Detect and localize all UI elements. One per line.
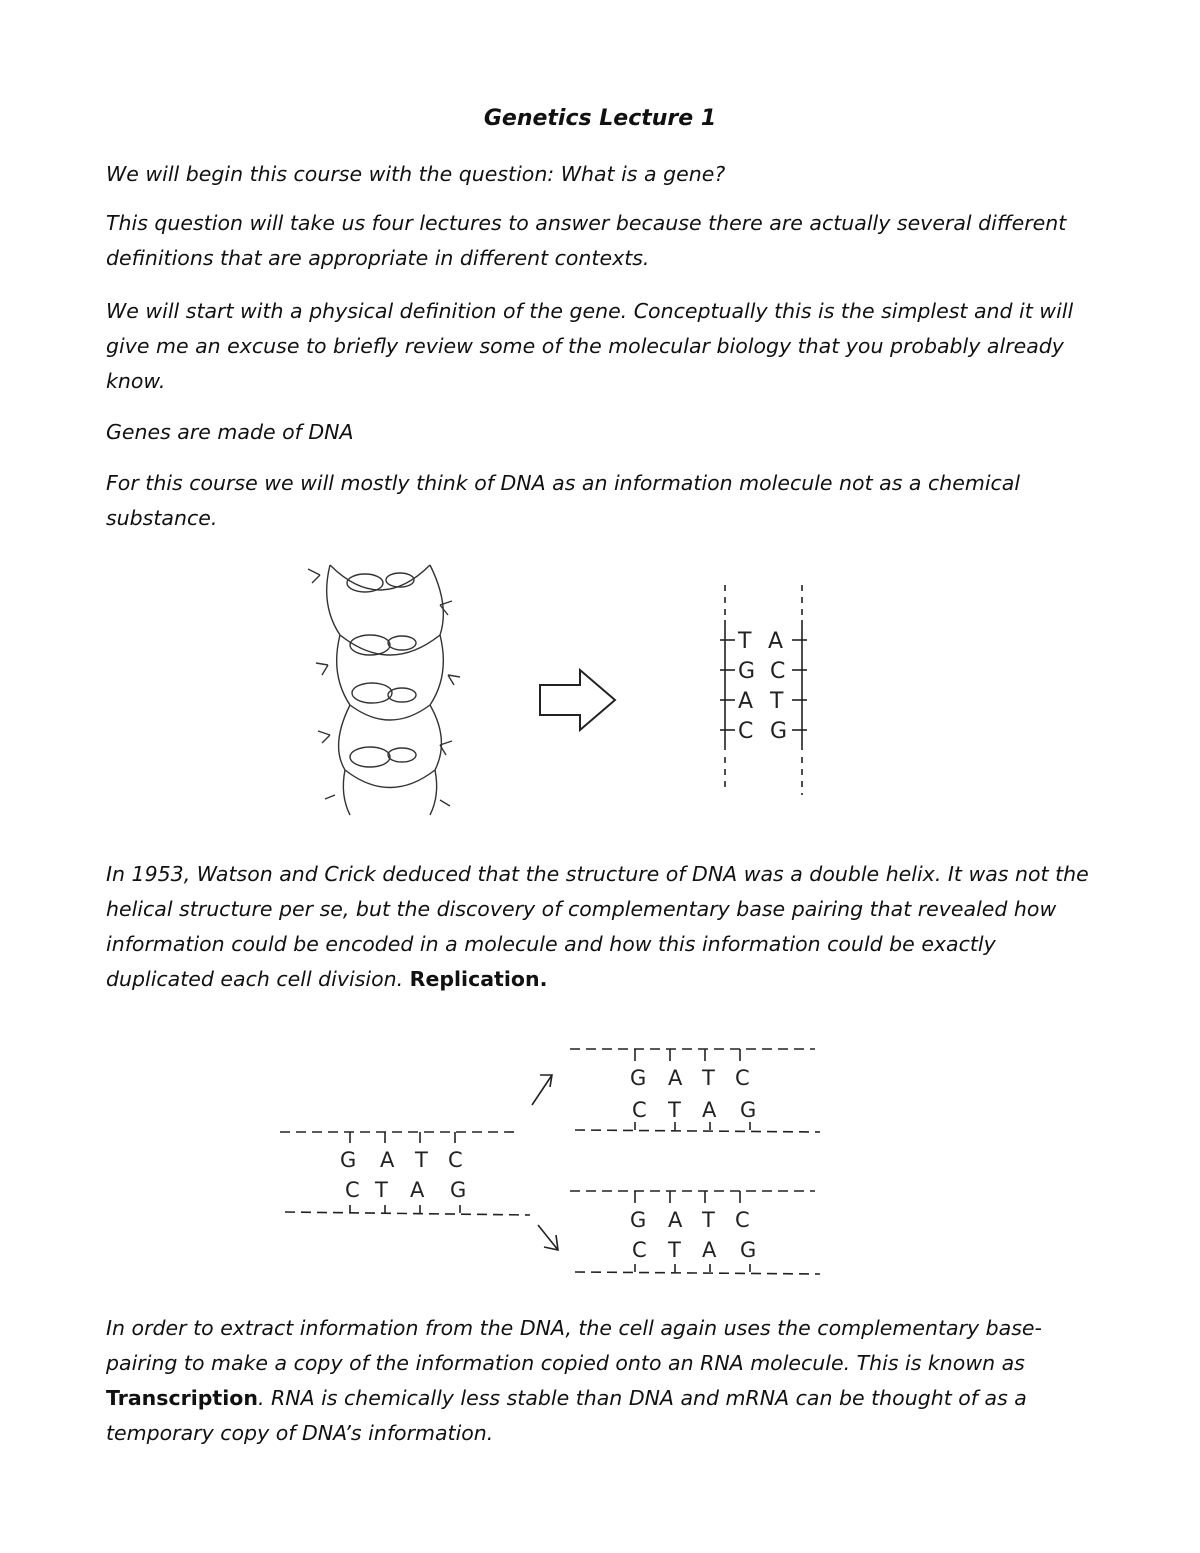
daughter1-top-base-4: C — [735, 1066, 750, 1090]
parent-bottom-base-1: C — [345, 1178, 360, 1202]
daughter1-bottom-base-3: A — [702, 1098, 717, 1122]
pair-2-right: C — [770, 659, 786, 684]
pair-3-left: A — [738, 689, 754, 714]
paragraph-6-text: In 1953, Watson and Crick deduced that the structure of DNA was a double helix. It was not the helical structure per se, but the discovery of complementary base pairing that revealed how information could be encoded in a molecule and how this information could be exactly duplicated each cell division. — [106, 862, 1089, 991]
parent-bottom-base-3: A — [410, 1178, 425, 1202]
daughter2-top-base-3: T — [702, 1208, 715, 1232]
daughter2-top-base-4: C — [735, 1208, 750, 1232]
parent-bottom-base-4: G — [450, 1178, 467, 1202]
daughter1-top-base-3: T — [702, 1066, 715, 1090]
paragraph-2: This question will take us four lectures to answer because there are actually several different definitions that are appropriate in different contexts. — [106, 211, 1067, 270]
daughter1-bottom-base-4: G — [740, 1098, 757, 1122]
replication-figure — [270, 1035, 850, 1285]
daughter1-top-base-1: G — [630, 1066, 647, 1090]
paragraph-3: We will start with a physical definition of the gene. Conceptually this is the simplest and it will give me an excuse to briefly review some of the molecular biology that you probably already know. — [106, 299, 1074, 393]
base-pair-schematic — [720, 585, 807, 795]
daughter2-bottom-base-3: A — [702, 1238, 717, 1262]
pair-3-right: T — [770, 689, 784, 714]
daughter1-top-base-2: A — [668, 1066, 683, 1090]
parent-top-base-4: C — [448, 1148, 463, 1172]
daughter2-bottom-base-1: C — [632, 1238, 647, 1262]
daughter1-bottom-base-2: T — [668, 1098, 681, 1122]
paragraph-6 — [106, 857, 1106, 997]
page-title: Genetics Lecture 1 — [483, 106, 717, 131]
helix-drawing — [308, 565, 460, 815]
pair-1-left: T — [738, 629, 752, 654]
pair-2-left: G — [738, 659, 756, 684]
paragraph-4: Genes are made of DNA — [106, 420, 354, 444]
pair-4-left: C — [738, 719, 754, 744]
daughter1-bottom-base-1: C — [632, 1098, 647, 1122]
paragraph-7 — [106, 1311, 1106, 1451]
pair-1-right: A — [768, 629, 784, 654]
replication-term: Replication. — [409, 967, 548, 991]
paragraph-7-text-a: In order to extract information from the DNA, the cell again uses the complementary base-pairing to make a copy of the information copied onto an RNA molecule. This is known as — [106, 1316, 1042, 1375]
daughter2-top-base-1: G — [630, 1208, 647, 1232]
daughter2-top-base-2: A — [668, 1208, 683, 1232]
down-arrow-icon — [538, 1225, 558, 1250]
up-arrow-icon — [532, 1075, 552, 1105]
daughter2-bottom-base-4: G — [740, 1238, 757, 1262]
paragraph-5: For this course we will mostly think of DNA as an information molecule not as a chemical substance. — [106, 471, 1021, 530]
paragraph-1: We will begin this course with the question: What is a gene? — [106, 162, 726, 186]
parent-top-base-1: G — [340, 1148, 357, 1172]
parent-top-base-2: A — [380, 1148, 395, 1172]
pair-4-right: G — [770, 719, 788, 744]
transcription-term: Transcription — [106, 1386, 258, 1410]
dna-helix-figure — [290, 545, 850, 825]
daughter2-bottom-base-2: T — [668, 1238, 681, 1262]
parent-bottom-base-2: T — [375, 1178, 388, 1202]
right-arrow-icon — [540, 670, 615, 730]
parent-top-base-3: T — [415, 1148, 428, 1172]
paragraph-7-text-b: . RNA is chemically less stable than DNA and mRNA can be thought of as a temporary copy of DNA’s information. — [106, 1386, 1027, 1445]
